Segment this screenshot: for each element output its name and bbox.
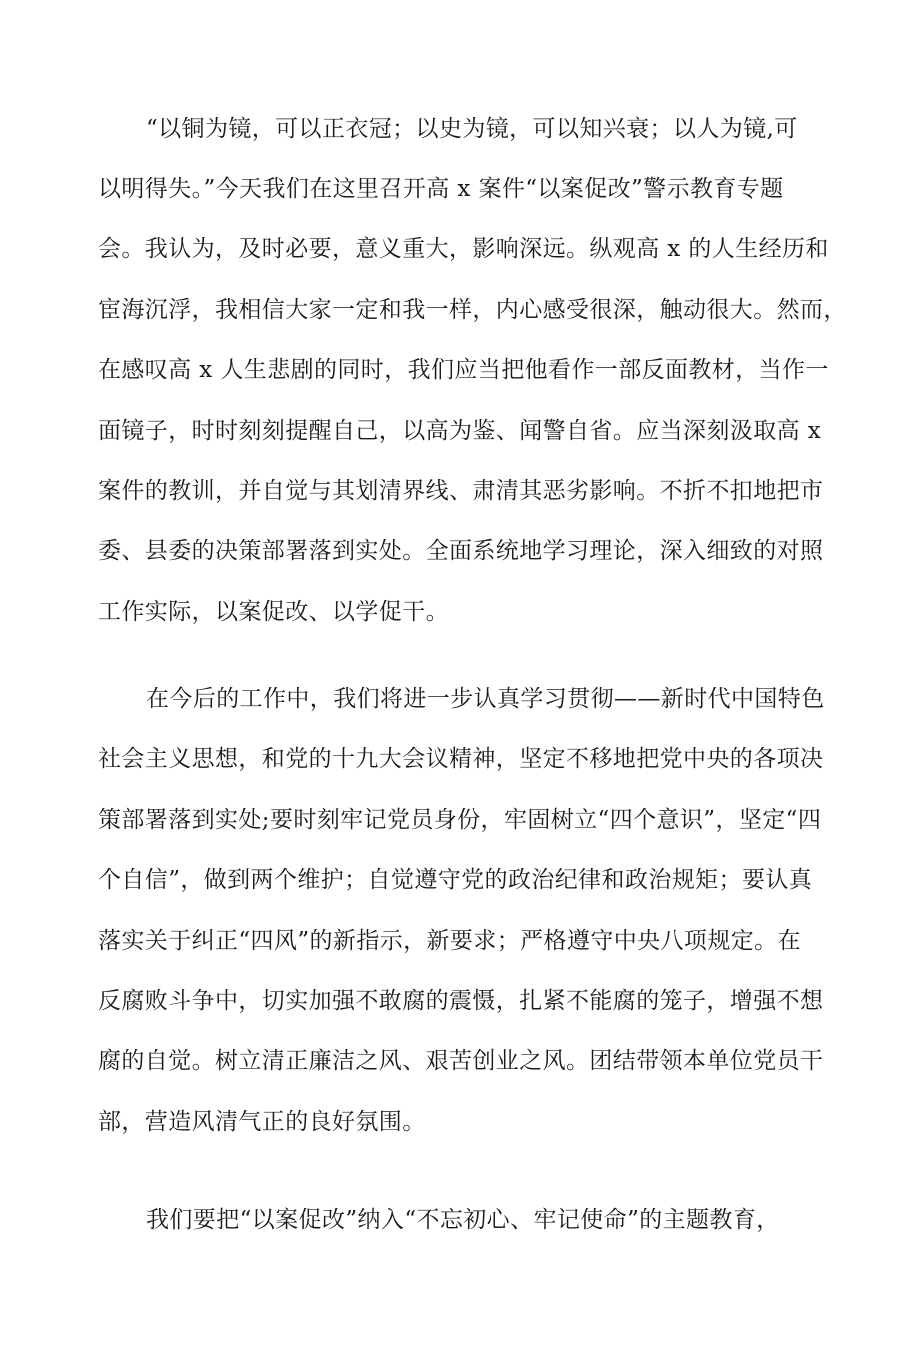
paragraph-1-line-3: 会。我认为，及时必要，意义重大，影响深远。纵观高 x 的人生经历和 bbox=[98, 236, 829, 262]
paragraph-1-line-1: “以铜为镜，可以正衣冠；以史为镜，可以知兴衰；以人为镜,可 bbox=[146, 116, 798, 142]
paragraph-2-line-1: 在今后的工作中，我们将进一步认真学习贯彻——新时代中国特色 bbox=[146, 686, 825, 712]
paragraph-1-line-4: 宦海沉浮，我相信大家一定和我一样，内心感受很深，触动很大。然而， bbox=[98, 297, 847, 323]
paragraph-1-line-6: 面镜子，时时刻刻提醒自己，以高为鉴、闻警自省。应当深刻汲取高 x bbox=[98, 418, 822, 444]
paragraph-2-line-2: 社会主义思想，和党的十九大会议精神，坚定不移地把党中央的各项决 bbox=[98, 746, 824, 772]
paragraph-1-line-2: 以明得失。”今天我们在这里召开高 x 案件“以案促改”警示教育专题 bbox=[98, 176, 784, 202]
paragraph-2-line-7: 腐的自觉。树立清正廉洁之风、艰苦创业之风。团结带领本单位党员干 bbox=[98, 1048, 824, 1074]
paragraph-1-line-9: 工作实际，以案促改、以学促干。 bbox=[98, 599, 449, 625]
paragraph-2-line-5: 落实关于纠正“四风”的新指示，新要求；严格遵守中央八项规定。在 bbox=[98, 928, 801, 954]
paragraph-3-line-1: 我们要把“以案促改”纳入“不忘初心、牢记使命”的主题教育， bbox=[146, 1207, 780, 1233]
paragraph-2-line-3: 策部署落到实处;要时刻牢记党员身份，牢固树立“四个意识”，坚定“四 bbox=[98, 807, 822, 833]
paragraph-1-line-7: 案件的教训，并自觉与其划清界线、肃清其恶劣影响。不折不扣地把市 bbox=[98, 478, 824, 504]
paragraph-2-line-8: 部，营造风清气正的良好氛围。 bbox=[98, 1109, 426, 1135]
paragraph-1-line-8: 委、县委的决策部署落到实处。全面系统地学习理论，深入细致的对照 bbox=[98, 538, 824, 564]
paragraph-1-line-5: 在感叹高 x 人生悲剧的同时，我们应当把他看作一部反面教材，当作一 bbox=[98, 357, 829, 383]
paragraph-2-line-4: 个自信”，做到两个维护；自觉遵守党的政治纪律和政治规矩；要认真 bbox=[98, 867, 813, 893]
paragraph-2-line-6: 反腐败斗争中，切实加强不敢腐的震慑，扎紧不能腐的笼子，增强不想 bbox=[98, 988, 824, 1014]
